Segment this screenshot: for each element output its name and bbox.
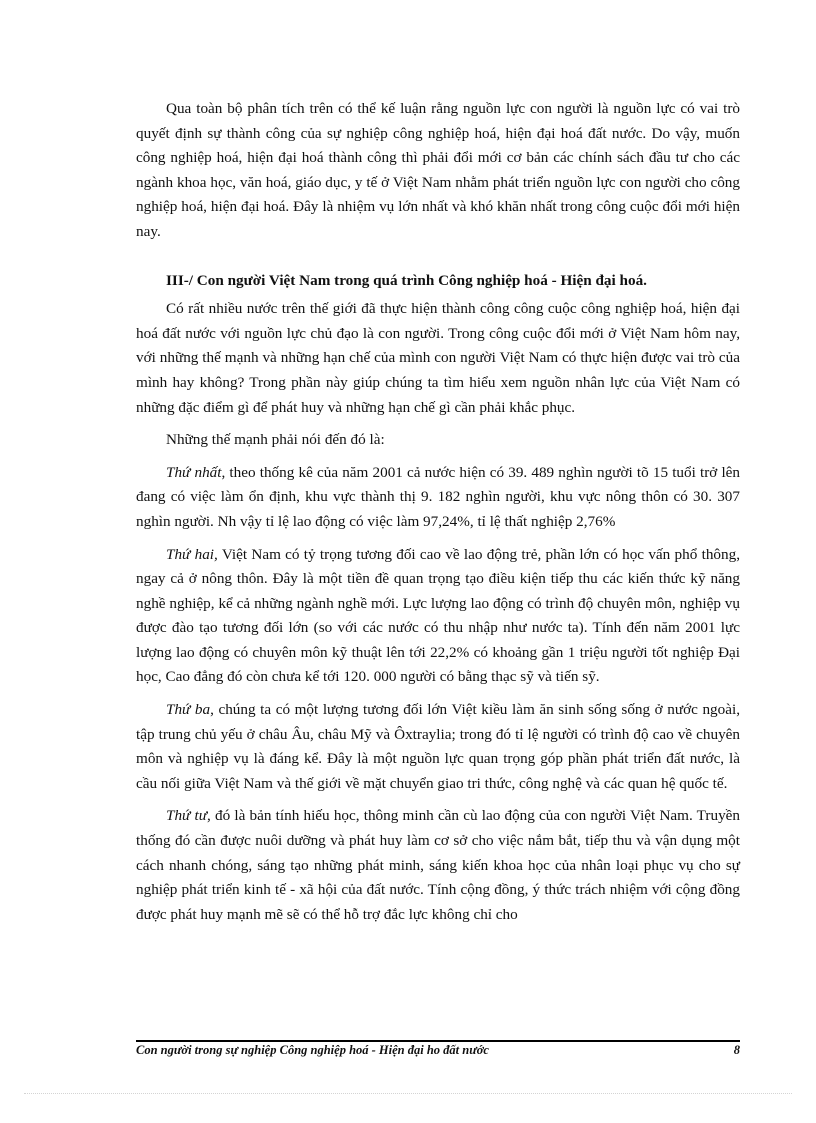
- second-text: Việt Nam có tỷ trọng tương đối cao về lao động trẻ, phần lớn có học vấn phổ thông, ngay cả ở nông thôn. Đây là một tiền đề quan trọng tạo điều kiện tiếp thu các kiến thức kỹ năng nghề nghiệp, kể cả những ngành nghề mới. Lực lượng lao động có trình độ chuyên môn, nghiệp vụ được đào tạo tương đối lớn (so với các nước có thu nhập như nước ta). Tính đến năm 2001 lực lượng lao động có chuyên môn kỹ thuật lên tới 22,2% có khoảng gần 1 triệu người tốt nghiệp Đại học, Cao đẳng đó còn chưa kể tới 120. 000 người có bằng thạc sỹ và tiến sỹ.: [136, 545, 741, 686]
- footer-title: Con người trong sự nghiệp Công nghiệp hoá - Hiện đại ho đất nước: [136, 1043, 489, 1057]
- second-lead: Thứ hai,: [166, 545, 218, 563]
- paragraph-third: [136, 698, 740, 796]
- page-number: 8: [733, 1043, 740, 1057]
- page-edge-divider: [24, 1093, 792, 1094]
- page-body: [136, 97, 740, 935]
- paragraph-first: [136, 461, 740, 535]
- third-text: , chúng ta có một lượng tương đối lớn Việt kiều làm ăn sinh sống sống ở nước ngoài, tập trung chủ yếu ở châu Âu, châu Mỹ và Ôxtraylia; trong đó tỉ lệ người có trình độ cao về chuyên môn và nghiệp vụ là đáng kể. Đây là một nguồn lực quan trọng góp phần phát triển đất nước, là cầu nối giữa Việt Nam và thế giới về mặt chuyển giao tri thức, công nghệ và các quan hệ quốc tế.: [136, 701, 740, 792]
- page-footer: [136, 1043, 740, 1058]
- section-heading: III-/ Con người Việt Nam trong quá trình Công nghiệp hoá - Hiện đại hoá.: [166, 271, 647, 289]
- paragraph-fourth: [136, 804, 740, 927]
- third-lead: Thứ ba: [166, 701, 211, 719]
- paragraph-intro: Có rất nhiều nước trên thế giới đã thực hiện thành công công cuộc công nghiệp hoá, hiện đại hoá đất nước với nguồn lực chủ đạo là con người. Trong công cuộc đổi mới ở Việt Nam hôm nay, với những thế mạnh và những hạn chế của mình con người Việt Nam có thực hiện được vai trò của mình hay không? Trong phần này giúp chúng ta tìm hiểu xem nguồn nhân lực của Việt Nam có những đặc điểm gì để phát huy và những hạn chế gì cần phải khắc phục.: [136, 300, 740, 416]
- paragraph-conclusion: Qua toàn bộ phân tích trên có thể kế luận rằng nguồn lực con người là nguồn lực có vai trò quyết định sự thành công của sự nghiệp công nghiệp hoá, hiện đại hoá đất nước. Do vậy, muốn công nghiệp hoá, hiện đại hoá thành công thì phải đổi mới cơ bản các chính sách đầu tư cho các ngành khoa học, văn hoá, giáo dục, y tế ở Việt Nam nhằm phát triển nguồn lực con người cho công nghiệp hoá, hiện đại hoá. Đây là nhiệm vụ lớn nhất và khó khăn nhất trong công cuộc đổi mới hiện nay.: [136, 100, 740, 240]
- paragraph-strengths-lead: Những thế mạnh phải nói đến đó là:: [166, 431, 385, 449]
- first-text: , theo thống kê của năm 2001 cả nước hiện có 39. 489 nghìn người tõ 15 tuổi trở lên đang có việc làm ổn định, khu vực thành thị 9. 182 nghìn người, khu vực nông thôn có 30. 307 nghìn người. Nh vậy tỉ lệ lao động có việc làm 97,24%, tỉ lệ thất nghiệp 2,76%: [136, 463, 740, 530]
- fourth-lead: Thứ tư: [166, 807, 208, 825]
- first-lead: Thứ nhất: [166, 463, 222, 481]
- fourth-text: , đó là bản tính hiếu học, thông minh cần cù lao động của con người Việt Nam. Truyền thống đó cần được nuôi dưỡng và phát huy làm cơ sở cho việc nắm bắt, tiếp thu và vận dụng một cách nhanh chóng, sáng tạo những phát minh, sáng kiến khoa học của nhân loại phục vụ cho sự nghiệp phát triển kinh tế - xã hội của đất nước. Tính cộng đồng, ý thức trách nhiệm với cộng đồng được phát huy mạnh mẽ sẽ có thể hỗ trợ đắc lực không chỉ cho: [136, 807, 741, 923]
- paragraph-second: [136, 543, 740, 691]
- footer-divider: [136, 1040, 740, 1042]
